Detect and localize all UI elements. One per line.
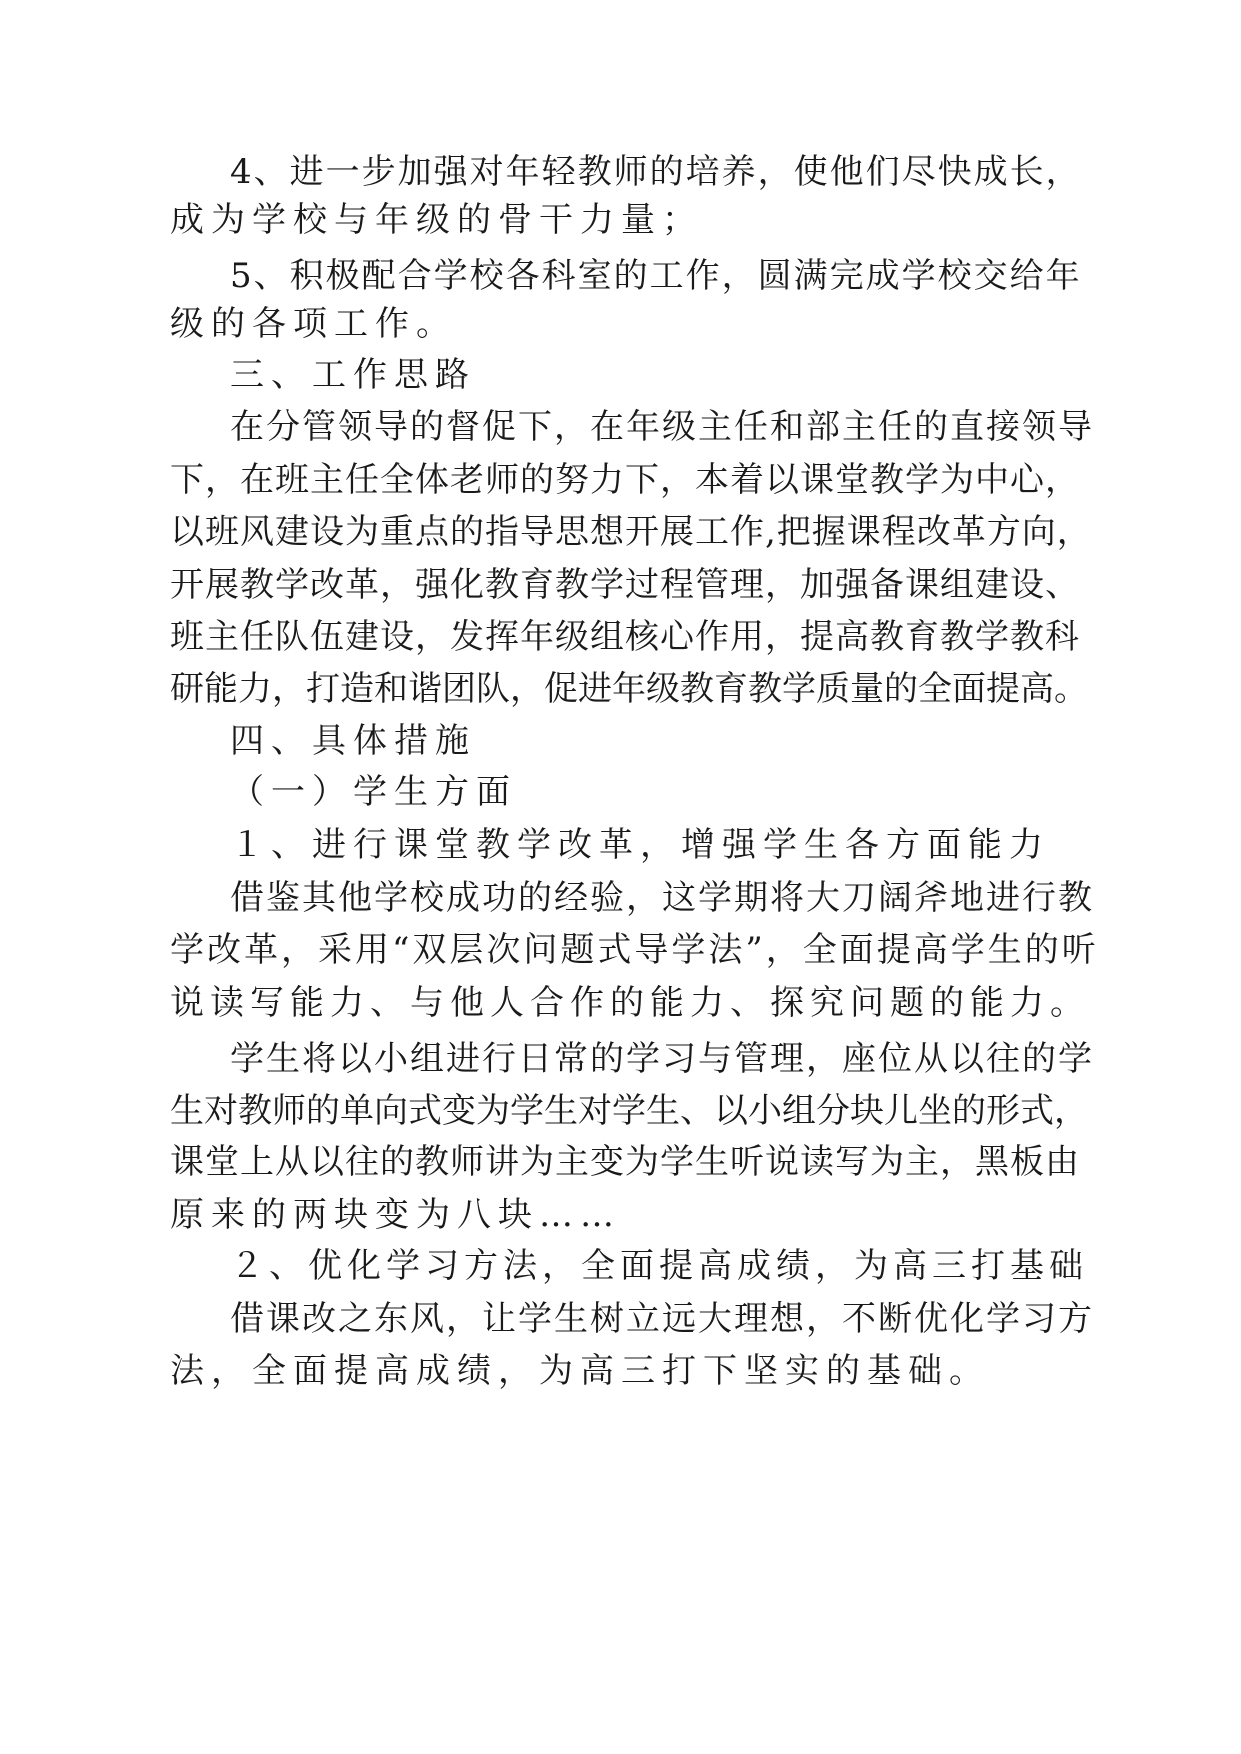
paragraph-line: 课堂上从以往的教师讲为主变为学生听说读写为主，黑板由	[170, 1142, 1080, 1182]
section-heading: 四、具体措施	[230, 721, 476, 761]
paragraph-line: 开展教学改革，强化教育教学过程管理，加强备课组建设、	[170, 565, 1080, 605]
paragraph-line: 班主任队伍建设，发挥年级组核心作用，提高教育教学教科	[170, 617, 1080, 657]
paragraph-line: 说读写能力、与他人合作的能力、探究问题的能力。	[170, 983, 1090, 1023]
paragraph-line: 学改革，采用“双层次问题式导学法”，全面提高学生的听	[170, 930, 1099, 970]
section-heading: 三、工作思路	[230, 355, 476, 395]
paragraph-line: 借鉴其他学校成功的经验，这学期将大刀阔斧地进行教	[230, 878, 1094, 918]
paragraph-line: 生对教师的单向式变为学生对学生、以小组分块儿坐的形式，	[170, 1091, 1088, 1131]
item-heading: ２、优化学习方法，全面提高成绩，为高三打基础	[230, 1246, 1088, 1286]
paragraph-line: 以班风建设为重点的指导思想开展工作,把握课程改革方向，	[170, 512, 1092, 552]
paragraph-line: 下，在班主任全体老师的努力下，本着以课堂教学为中心，	[170, 460, 1080, 500]
paragraph-line: 成为学校与年级的骨干力量；	[170, 200, 703, 240]
paragraph-line: 借课改之东风，让学生树立远大理想，不断优化学习方	[230, 1299, 1094, 1339]
paragraph-line: 原来的两块变为八块……	[170, 1195, 621, 1235]
paragraph-line: 法，全面提高成绩，为高三打下坚实的基础。	[170, 1351, 990, 1391]
paragraph-line: 学生将以小组进行日常的学习与管理，座位从以往的学	[230, 1039, 1094, 1079]
subsection-heading: （一）学生方面	[230, 772, 517, 812]
paragraph-line: 5、积极配合学校各科室的工作，圆满完成学校交给年	[230, 256, 1082, 296]
item-heading: １、进行课堂教学改革，增强学生各方面能力	[230, 825, 1050, 865]
paragraph-line: 级的各项工作。	[170, 304, 457, 344]
paragraph-line: 在分管领导的督促下，在年级主任和部主任的直接领导	[230, 407, 1094, 447]
paragraph-line: 4、进一步加强对年轻教师的培养，使他们尽快成长，	[230, 152, 1082, 192]
paragraph-line: 研能力，打造和谐团队，促进年级教育教学质量的全面提高。	[170, 669, 1088, 709]
